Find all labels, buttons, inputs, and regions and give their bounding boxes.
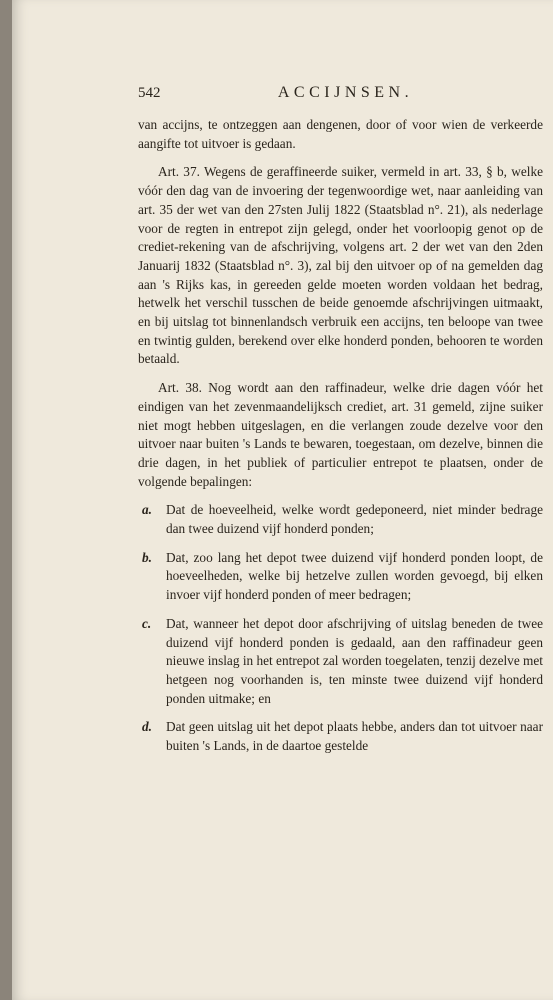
article-38: Art. 38. Nog wordt aan den raffinadeur, welke drie dagen vóór het eindigen van het zevenmaandelijksch crediet, art. 31 gemeld, zijne suiker niet mogt hebben uitgeslagen, en die verlangen zoude dezelve voor den uitvoer naar buiten 's Lands te bewaren, toegestaan, om dezelve, binnen die drie dagen, in het publiek of particulier entrepot te plaatsen, onder de volgende bepalingen: — [138, 380, 543, 489]
clause-c — [138, 615, 543, 709]
clause-letter: d. — [142, 719, 152, 735]
clause-a — [138, 501, 543, 538]
clause-b — [138, 549, 543, 605]
clause-letter: c. — [142, 615, 152, 631]
book-page — [12, 0, 553, 1000]
article-37: Art. 37. Wegens de geraffineerde suiker, vermeld in art. 33, § b, welke vóór den dag van de invoering der tegenwoordige wet, naar aanleiding van art. 35 der wet van den 27sten Julij 1822 (Staatsblad n°. 21), als nederlage voor de regten in entrepot zijn gelegd, onder het voorloopig genot op de crediet-rekening van de afschrijving, volgens art. 2 der wet van den 2den Januarij 1832 (Staatsblad n°. 3), zal bij den uitvoer op of na gemelden dag aan 's Rijks kas, in gereeden gelde moeten worden voldaan het bedrag, hetwelk het verschil tusschen de beide genoemde afschrijvingen uitmaakt, en bij uitslag tot binnenlandsch verbruik een accijns, ten beloope van twee en twintig gulden, berekend over elke honderd ponden, behooren te worden betaald. — [138, 164, 543, 367]
clause-d — [138, 718, 543, 755]
clause-text: Dat geen uitslag uit het depot plaats hebbe, anders dan tot uitvoer naar buiten 's Lands, in de daartoe gestelde — [166, 719, 543, 754]
page-header — [138, 84, 543, 106]
clause-text: Dat de hoeveelheid, welke wordt gedeponeerd, niet minder bedrage dan twee duizend vijf honderd ponden; — [166, 502, 543, 537]
continuation-paragraph: van accijns, te ontzeggen aan dengenen, door of voor wien de verkeerde aangifte tot uitvoer is gedaan. — [138, 117, 543, 151]
clause-text: Dat, wanneer het depot door afschrijving of uitslag beneden de twee duizend vijf honderd ponden is gedaald, aan den raffinadeur geen nieuwe inslag in het entrepot zal worden toegelaten, tenzij dezelve met hetgeen nog voorhanden is, ten minste twee duizend vijf honderd ponden uitmake; en — [166, 615, 543, 706]
page-text — [138, 84, 543, 756]
running-head: ACCIJNSEN. — [277, 84, 414, 101]
clause-letter: b. — [142, 549, 152, 565]
clause-letter: a. — [142, 502, 152, 518]
page-number: 542 — [138, 85, 161, 101]
clause-text: Dat, zoo lang het depot twee duizend vijf honderd ponden loopt, de hoeveelheden, welke bij hetzelve zullen worden gevoegd, bij elken invoer vijf honderd ponden of meer bedragen; — [166, 549, 543, 603]
